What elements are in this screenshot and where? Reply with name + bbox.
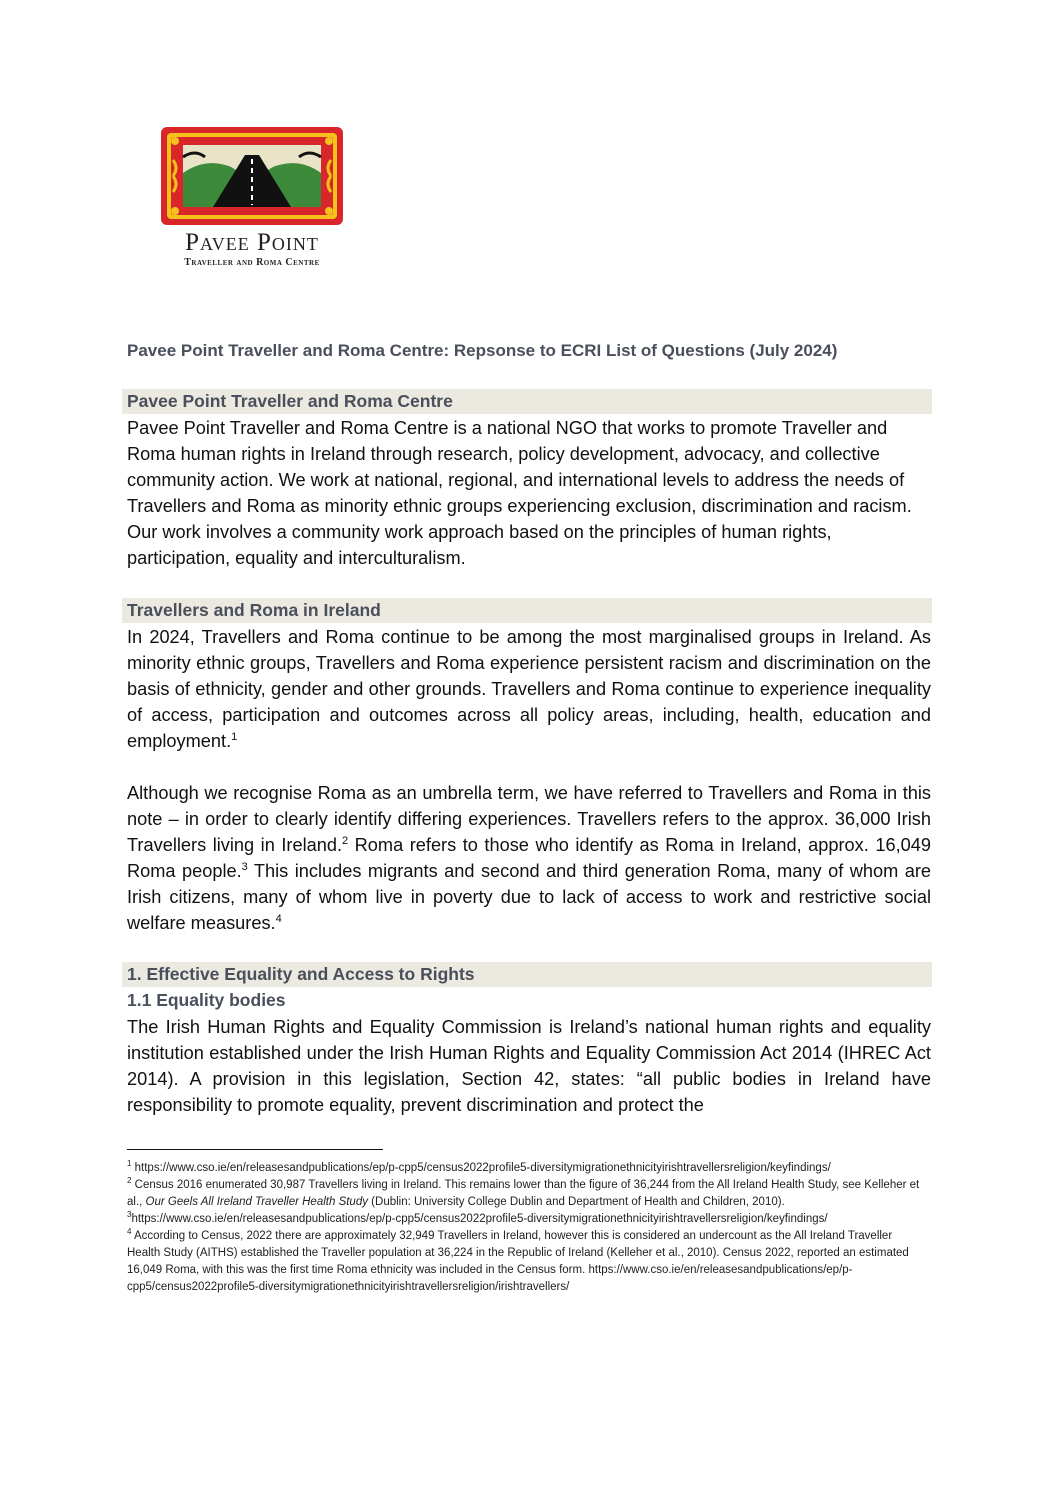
footnote-text: Census 2016 enumerated 30,987 Travellers living in Ireland. This remains lower than the figure of 36,244 from the All Ireland Health Study, see Kelleher et al., <box>127 1179 920 1208</box>
footnote-italic-title: Our Geels All Ireland Traveller Health Study <box>145 1196 368 1208</box>
footnote-ref-2[interactable]: 2 <box>342 834 349 847</box>
subsection-heading-equality-bodies: 1.1 Equality bodies <box>127 990 286 1010</box>
ireland-paragraph-1-text: In 2024, Travellers and Roma continue to be among the most marginalised groups in Ireland. As minority ethnic groups, Travellers and Roma experience persistent racism and discrimination on the basis of ethnicity, gender and other grounds. Travellers and Roma continue to experience inequality of access, participation and outcomes across all policy areas, including, health, education and employment. <box>127 627 931 751</box>
ireland-paragraph-2 <box>127 780 931 936</box>
ireland-paragraph-2-text-a: Although we recognise Roma as an umbrella term, we have referred to Travellers and Roma in this note – in order to clearly identify differing experiences. Travellers refers to the approx. 36,000 Irish Travellers living in Ireland. <box>127 783 931 855</box>
footnotes <box>127 1160 927 1296</box>
equality-paragraph: The Irish Human Rights and Equality Commission is Ireland’s national human rights and equality institution established under the Irish Human Rights and Equality Commission Act 2014 (IHREC Act 2014). A provision in this legislation, Section 42, states: “all public bodies in Ireland have responsibility to promote equality, prevent discrimination and protect the <box>127 1017 931 1115</box>
footnote-divider <box>127 1149 383 1150</box>
footnote-ref-3[interactable]: 3 <box>241 860 248 873</box>
logo-subtitle: Traveller and Roma Centre <box>184 257 320 268</box>
logo-name: Pavee Point <box>185 229 319 256</box>
footnote-ref-1[interactable]: 1 <box>231 730 238 743</box>
footnote-ref-4[interactable]: 4 <box>275 912 282 925</box>
ireland-paragraph-2-text-c: This includes migrants and second and third generation Roma, many of whom are Irish citizens, many of whom live in poverty due to lack of access to work and restrictive social welfare measures. <box>127 861 931 933</box>
footnote-text: According to Census, 2022 there are approximately 32,949 Travellers in Ireland, however this is considered an undercount as the All Ireland Traveller Health Study (AITHS) established the Traveller population at 36,224 in the Republic of Ireland (Kelleher et al., 2010). Census 2022, reported an estimated 16,049 Roma, with this was the first time Roma ethnicity was included in the Census form. https://www.cso.ie/en/releasesandpublications/ep/p-cpp5/census2022profile5-diversitymigrationethnicityirishtravellersreligion/irishtravellers/ <box>127 1230 909 1293</box>
section-heading-about: Pavee Point Traveller and Roma Centre <box>122 389 932 414</box>
document-title: Pavee Point Traveller and Roma Centre: Repsonse to ECRI List of Questions (July 2024) <box>127 341 838 360</box>
footnote-text[interactable]: https://www.cso.ie/en/releasesandpublications/ep/p-cpp5/census2022profile5-diversitymigrationethnicityirishtravellersreligion/keyfindings/ <box>131 1213 828 1225</box>
footnote-text[interactable]: https://www.cso.ie/en/releasesandpublications/ep/p-cpp5/census2022profile5-diversitymigrationethnicityirishtravellersreligion/keyfindings/ <box>131 1162 831 1174</box>
section-heading-ireland: Travellers and Roma in Ireland <box>122 598 932 623</box>
ireland-paragraph-2-text-b: Roma refers to those who identify as Roma in Ireland, approx. 16,049 Roma people. <box>127 835 931 881</box>
footnote-number: 3 <box>127 1210 132 1220</box>
footnote-text: (Dublin: University College Dublin and Department of Health and Children, 2010). <box>367 1196 785 1208</box>
section-heading-equality: 1. Effective Equality and Access to Rights <box>122 962 932 987</box>
about-paragraph: Pavee Point Traveller and Roma Centre is a national NGO that works to promote Traveller and Roma human rights in Ireland through research, policy development, advocacy, and collective community action. We work at national, regional, and international levels to address the needs of Travellers and Roma as minority ethnic groups experiencing exclusion, discrimination and racism. Our work involves a community work approach based on the principles of human rights, participation, equality and interculturalism. <box>127 418 912 568</box>
pavee-point-logo-icon <box>161 127 343 227</box>
footnote-2 <box>127 1177 927 1211</box>
footnote-3 <box>127 1211 927 1228</box>
footnote-number: 1 <box>127 1159 132 1169</box>
footnote-1 <box>127 1160 927 1177</box>
footnote-number: 4 <box>127 1227 132 1237</box>
footnote-4 <box>127 1228 927 1296</box>
footnote-number: 2 <box>127 1176 132 1186</box>
logo <box>161 127 343 275</box>
ireland-paragraph-1 <box>127 624 931 754</box>
